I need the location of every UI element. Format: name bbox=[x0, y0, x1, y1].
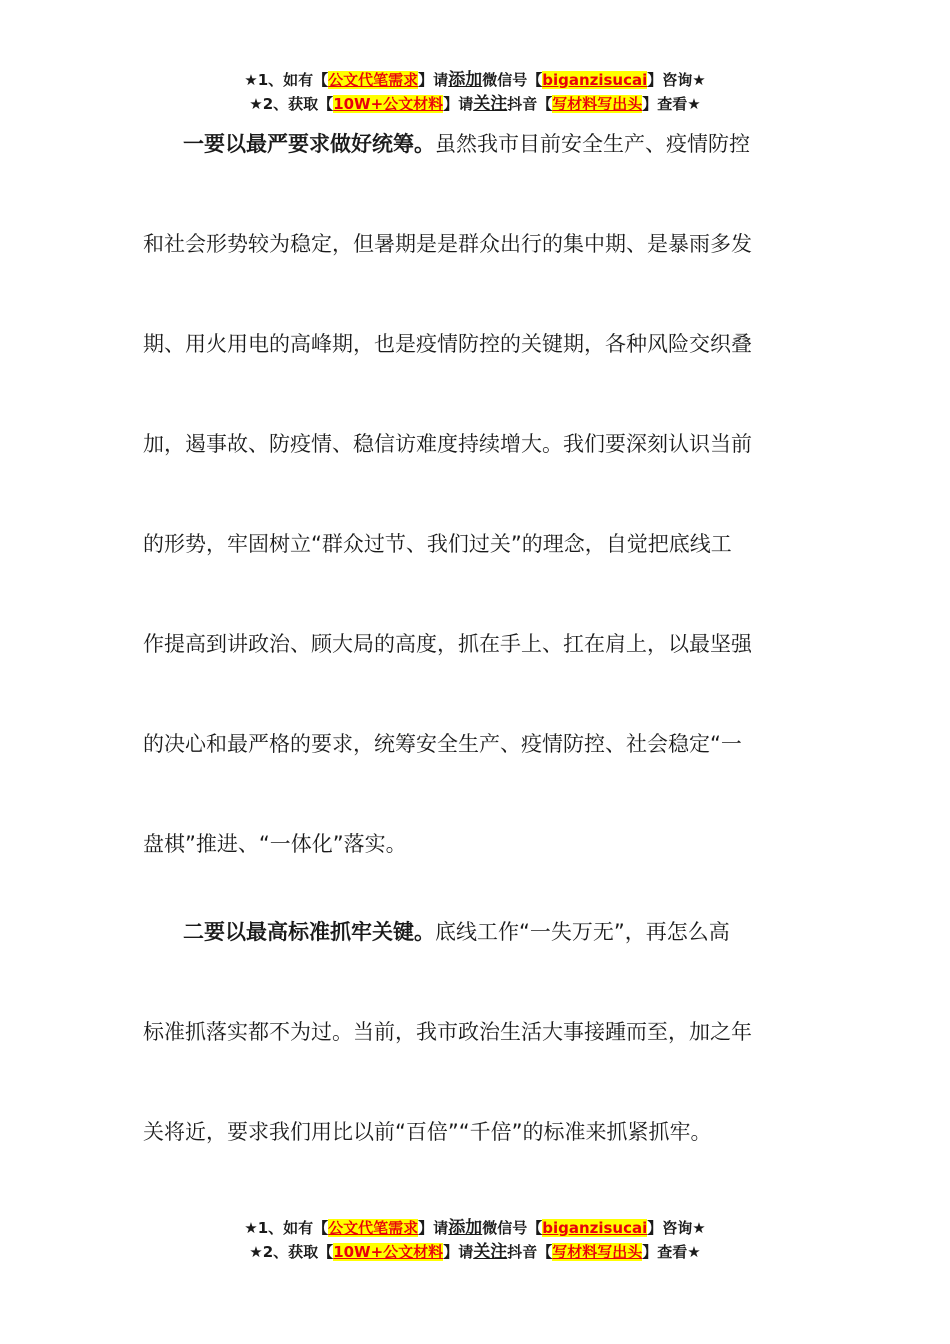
banner-emphasis: 添加 bbox=[448, 70, 483, 90]
banner-text: 】请 bbox=[418, 1219, 449, 1237]
paragraph-lead: 二要以最高标准抓牢关键。 bbox=[183, 920, 435, 944]
banner-line-1 bbox=[0, 68, 950, 92]
banner-text: 】咨询★ bbox=[647, 71, 706, 89]
banner-emphasis: 关注 bbox=[473, 1242, 508, 1262]
footer-banner bbox=[0, 1216, 950, 1264]
banner-line-1 bbox=[0, 1216, 950, 1240]
banner-text: ★1、如有【 bbox=[244, 1219, 329, 1237]
paragraph-line: 作提高到讲政治、顾大局的高度，抓在手上、扛在肩上，以最坚强 bbox=[143, 632, 752, 656]
banner-text: ★2、获取【 bbox=[249, 1243, 334, 1261]
paragraph-line: 期、用火用电的高峰期，也是疫情防控的关键期，各种风险交织叠 bbox=[143, 332, 752, 356]
highlight-douyin-id: 写材料写出头 bbox=[552, 95, 643, 113]
banner-text: 微信号【 bbox=[482, 1219, 543, 1237]
banner-text: 】请 bbox=[443, 1243, 474, 1261]
banner-emphasis: 添加 bbox=[448, 1218, 483, 1238]
banner-text: ★2、获取【 bbox=[249, 95, 334, 113]
highlight-wechat-id: biganzisucai bbox=[542, 71, 648, 89]
highlight-service: 公文代笔需求 bbox=[328, 1219, 419, 1237]
highlight-service: 公文代笔需求 bbox=[328, 71, 419, 89]
banner-text: 】请 bbox=[418, 71, 449, 89]
paragraph-text: 底线工作“一失万无”，再怎么高 bbox=[435, 920, 730, 944]
banner-text: 】查看★ bbox=[642, 95, 701, 113]
highlight-wechat-id: biganzisucai bbox=[542, 1219, 648, 1237]
paragraph-line: 关将近，要求我们用比以前“百倍”“千倍”的标准来抓紧抓牢。 bbox=[143, 1120, 712, 1144]
paragraph-2 bbox=[143, 882, 813, 1182]
banner-text: 抖音【 bbox=[507, 95, 553, 113]
banner-text: 】查看★ bbox=[642, 1243, 701, 1261]
banner-text: 抖音【 bbox=[507, 1243, 553, 1261]
paragraph-line: 的形势，牢固树立“群众过节、我们过关”的理念，自觉把底线工 bbox=[143, 532, 732, 556]
paragraph-lead: 一要以最严要求做好统筹。 bbox=[183, 132, 435, 156]
banner-emphasis: 关注 bbox=[473, 94, 508, 114]
banner-text: 微信号【 bbox=[482, 71, 543, 89]
paragraph-line: 和社会形势较为稳定，但暑期是是群众出行的集中期、是暴雨多发 bbox=[143, 232, 752, 256]
banner-text: ★1、如有【 bbox=[244, 71, 329, 89]
paragraph-line: 标准抓落实都不为过。当前，我市政治生活大事接踵而至，加之年 bbox=[143, 1020, 752, 1044]
paragraph-line: 盘棋”推进、“一体化”落实。 bbox=[143, 832, 407, 856]
banner-line-2 bbox=[0, 1240, 950, 1264]
banner-text: 】咨询★ bbox=[647, 1219, 706, 1237]
paragraph-text: 虽然我市目前安全生产、疫情防控 bbox=[435, 132, 750, 156]
paragraph-line: 加，遏事故、防疫情、稳信访难度持续增大。我们要深刻认识当前 bbox=[143, 432, 752, 456]
banner-text: 】请 bbox=[443, 95, 474, 113]
paragraph-1 bbox=[143, 94, 813, 894]
paragraph-line bbox=[143, 94, 813, 194]
highlight-materials: 10W+公文材料 bbox=[333, 95, 444, 113]
paragraph-line bbox=[143, 882, 813, 982]
paragraph-line: 的决心和最严格的要求，统筹安全生产、疫情防控、社会稳定“一 bbox=[143, 732, 742, 756]
highlight-materials: 10W+公文材料 bbox=[333, 1243, 444, 1261]
highlight-douyin-id: 写材料写出头 bbox=[552, 1243, 643, 1261]
